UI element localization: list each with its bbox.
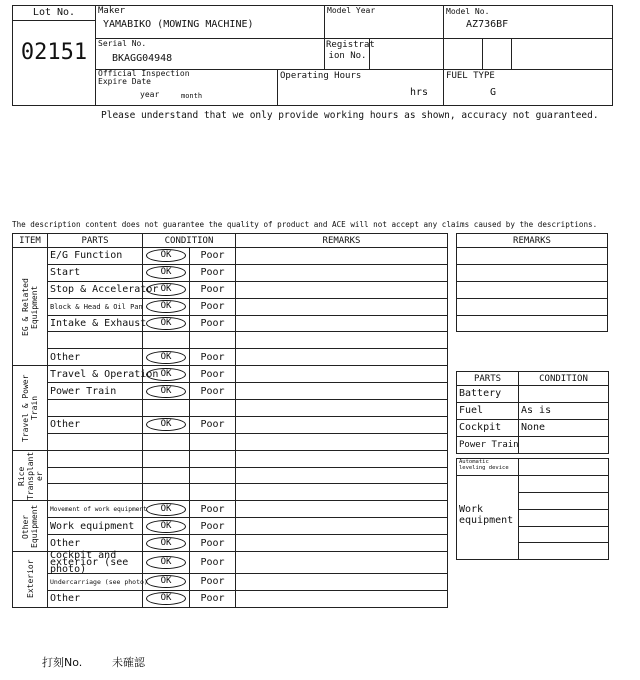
table-row [13, 484, 448, 501]
remarks-cell [236, 366, 448, 383]
table-row [457, 459, 609, 476]
ok-mark: OK [146, 368, 186, 381]
notice-text: Please understand that we only provide working hours as shown, accuracy not guaranteed. [101, 110, 599, 121]
table-row [457, 475, 609, 492]
ok-mark: OK [146, 418, 186, 431]
fuel-type-cell [444, 70, 613, 106]
poor-label: Poor [190, 366, 236, 383]
model-no-value: AZ736BF [466, 19, 509, 30]
condition-header: CONDITION [143, 234, 236, 248]
poor-label: Poor [190, 574, 236, 591]
table-row [13, 332, 448, 349]
right-parts-header: PARTS [457, 372, 519, 386]
group-eg-label: EG & Related Equipment [21, 277, 39, 336]
registration-box-3 [483, 39, 512, 70]
right-remarks-header: REMARKS [457, 234, 608, 248]
remarks-cell [236, 298, 448, 315]
part-label: Other [48, 535, 143, 552]
table-row [13, 574, 448, 591]
auto-level-label: Automatic leveling device [457, 459, 519, 476]
group-other-label: Other Equipment [21, 504, 39, 548]
poor-label: Poor [190, 590, 236, 607]
ok-mark: OK [146, 575, 186, 588]
right-bottom-table [456, 458, 609, 560]
right-parts-table [456, 371, 609, 454]
table-row [13, 590, 448, 607]
right-condition-value: As is [519, 402, 609, 419]
table-row [457, 436, 609, 453]
remarks-cell [236, 590, 448, 607]
part-label-empty [48, 332, 143, 349]
remarks-cell [236, 518, 448, 535]
table-row [13, 552, 448, 574]
maker-cell [96, 6, 325, 39]
poor-label: Poor [190, 518, 236, 535]
part-label: Cockpit and exterior (see photo) [48, 552, 143, 574]
right-part-label: Cockpit [457, 419, 519, 436]
remarks-cell [236, 315, 448, 332]
work-equipment-label: Work equipment [457, 475, 519, 559]
table-row [13, 298, 448, 315]
remarks-cell [236, 574, 448, 591]
poor-label: Poor [190, 501, 236, 518]
ok-mark: OK [146, 520, 186, 533]
right-condition-header: CONDITION [519, 372, 609, 386]
poor-label: Poor [190, 281, 236, 298]
table-row [13, 416, 448, 433]
part-label: Stop & Accelerator [48, 281, 143, 298]
group-eg [13, 248, 48, 366]
group-other [13, 501, 48, 552]
registration-box-4 [512, 39, 613, 70]
parts-header: PARTS [48, 234, 143, 248]
serial-no-cell [96, 39, 325, 70]
poor-label: Poor [190, 416, 236, 433]
table-row [457, 386, 609, 403]
maker-value: YAMABIKO (MOWING MACHINE) [103, 19, 254, 30]
group-exterior-label: Exterior [25, 560, 35, 599]
operating-hours-cell [278, 70, 444, 106]
ok-mark: OK [146, 249, 186, 262]
right-condition-value: None [519, 419, 609, 436]
registration-box-1 [370, 39, 444, 70]
table-row [13, 264, 448, 281]
month-label: month [181, 92, 203, 100]
group-travel-label: Travel & Power Train [21, 374, 39, 442]
remarks-cell [236, 349, 448, 366]
remarks-header: REMARKS [236, 234, 448, 248]
inspection-label-1: Official Inspection [98, 69, 190, 78]
right-part-label: Battery [457, 386, 519, 403]
part-label: Undercarriage (see photo) [48, 574, 143, 591]
group-rice-label: Rice Transplant er [16, 451, 44, 500]
table-row [13, 467, 448, 484]
table-row [13, 518, 448, 535]
hrs-label: hrs [410, 87, 429, 98]
poor-label: Poor [190, 349, 236, 366]
poor-label: Poor [190, 264, 236, 281]
header-table [12, 5, 613, 106]
disclaimer-text: The description content does not guarantee the quality of product and ACE will not accept any claims caused by the descriptions. [12, 220, 598, 229]
group-rice [13, 450, 48, 501]
table-row [13, 349, 448, 366]
serial-no-value: BKAGG04948 [112, 53, 173, 64]
registration-label-cell [325, 39, 375, 70]
part-label: Power Train [48, 383, 143, 400]
inspection-table [12, 233, 448, 608]
table-row [13, 315, 448, 332]
part-label: E/G Function [48, 248, 143, 265]
registration-label-1: Registrat [326, 40, 375, 50]
part-label: Start [48, 264, 143, 281]
group-exterior [13, 552, 48, 608]
ok-mark: OK [146, 351, 186, 364]
right-remarks-table [456, 233, 608, 332]
remarks-cell [236, 535, 448, 552]
lot-no-label: Lot No. [13, 6, 95, 21]
ok-mark: OK [146, 537, 186, 550]
group-travel [13, 366, 48, 450]
model-no-cell [444, 6, 613, 39]
lot-no-cell [13, 6, 96, 106]
inspection-label-2: Expire Date [98, 77, 151, 86]
right-part-label: Fuel [457, 402, 519, 419]
part-label: Block & Head & Oil Pan [48, 298, 143, 315]
model-no-label: Model No. [446, 7, 490, 16]
ok-mark: OK [146, 556, 186, 569]
part-label: Movement of work equipment [48, 501, 143, 518]
remarks-cell [236, 416, 448, 433]
fuel-type-label: FUEL TYPE [446, 71, 495, 81]
stamp-no-label: 打刻No. [42, 656, 83, 669]
table-row [13, 501, 448, 518]
poor-label: Poor [190, 383, 236, 400]
table-row [13, 383, 448, 400]
table-row [13, 535, 448, 552]
remarks-cell [236, 281, 448, 298]
remarks-cell [236, 552, 448, 574]
table-row [457, 419, 609, 436]
table-row [13, 248, 448, 265]
maker-label: Maker [98, 6, 126, 16]
remarks-cell [236, 264, 448, 281]
table-row [13, 366, 448, 383]
poor-label: Poor [190, 248, 236, 265]
registration-label-2: ion No. [328, 51, 367, 61]
part-label: Other [48, 349, 143, 366]
right-part-label: Power Train [457, 436, 519, 453]
ok-mark: OK [146, 503, 186, 516]
unconfirmed-label: 未確認 [112, 656, 145, 669]
ok-mark: OK [146, 300, 186, 313]
table-row [13, 400, 448, 417]
table-row [13, 450, 448, 467]
poor-label: Poor [190, 298, 236, 315]
remarks-cell [236, 383, 448, 400]
ok-mark: OK [146, 385, 186, 398]
model-year-cell [325, 6, 444, 39]
ok-mark: OK [146, 266, 186, 279]
lot-no-value: 02151 [20, 40, 88, 65]
fuel-type-value: G [490, 87, 497, 98]
model-year-label: Model Year [327, 6, 376, 15]
operating-hours-label: Operating Hours [280, 71, 362, 81]
part-label: Work equipment [48, 518, 143, 535]
part-label: Intake & Exhaust [48, 315, 143, 332]
poor-label: Poor [190, 535, 236, 552]
table-row [13, 433, 448, 450]
serial-no-label: Serial No. [98, 39, 147, 48]
ok-mark: OK [146, 283, 186, 296]
remarks-cell [236, 501, 448, 518]
ok-mark: OK [146, 592, 186, 605]
remarks-cell [236, 248, 448, 265]
table-row [457, 402, 609, 419]
part-label: Other [48, 416, 143, 433]
year-label: year [140, 90, 160, 99]
part-label: Other [48, 590, 143, 607]
part-label: Travel & Operation [48, 366, 143, 383]
poor-label: Poor [190, 552, 236, 574]
poor-label: Poor [190, 315, 236, 332]
item-header: ITEM [13, 234, 48, 248]
ok-mark: OK [146, 317, 186, 330]
inspection-cell [96, 70, 278, 106]
registration-box-2 [444, 39, 483, 70]
table-row [13, 281, 448, 298]
